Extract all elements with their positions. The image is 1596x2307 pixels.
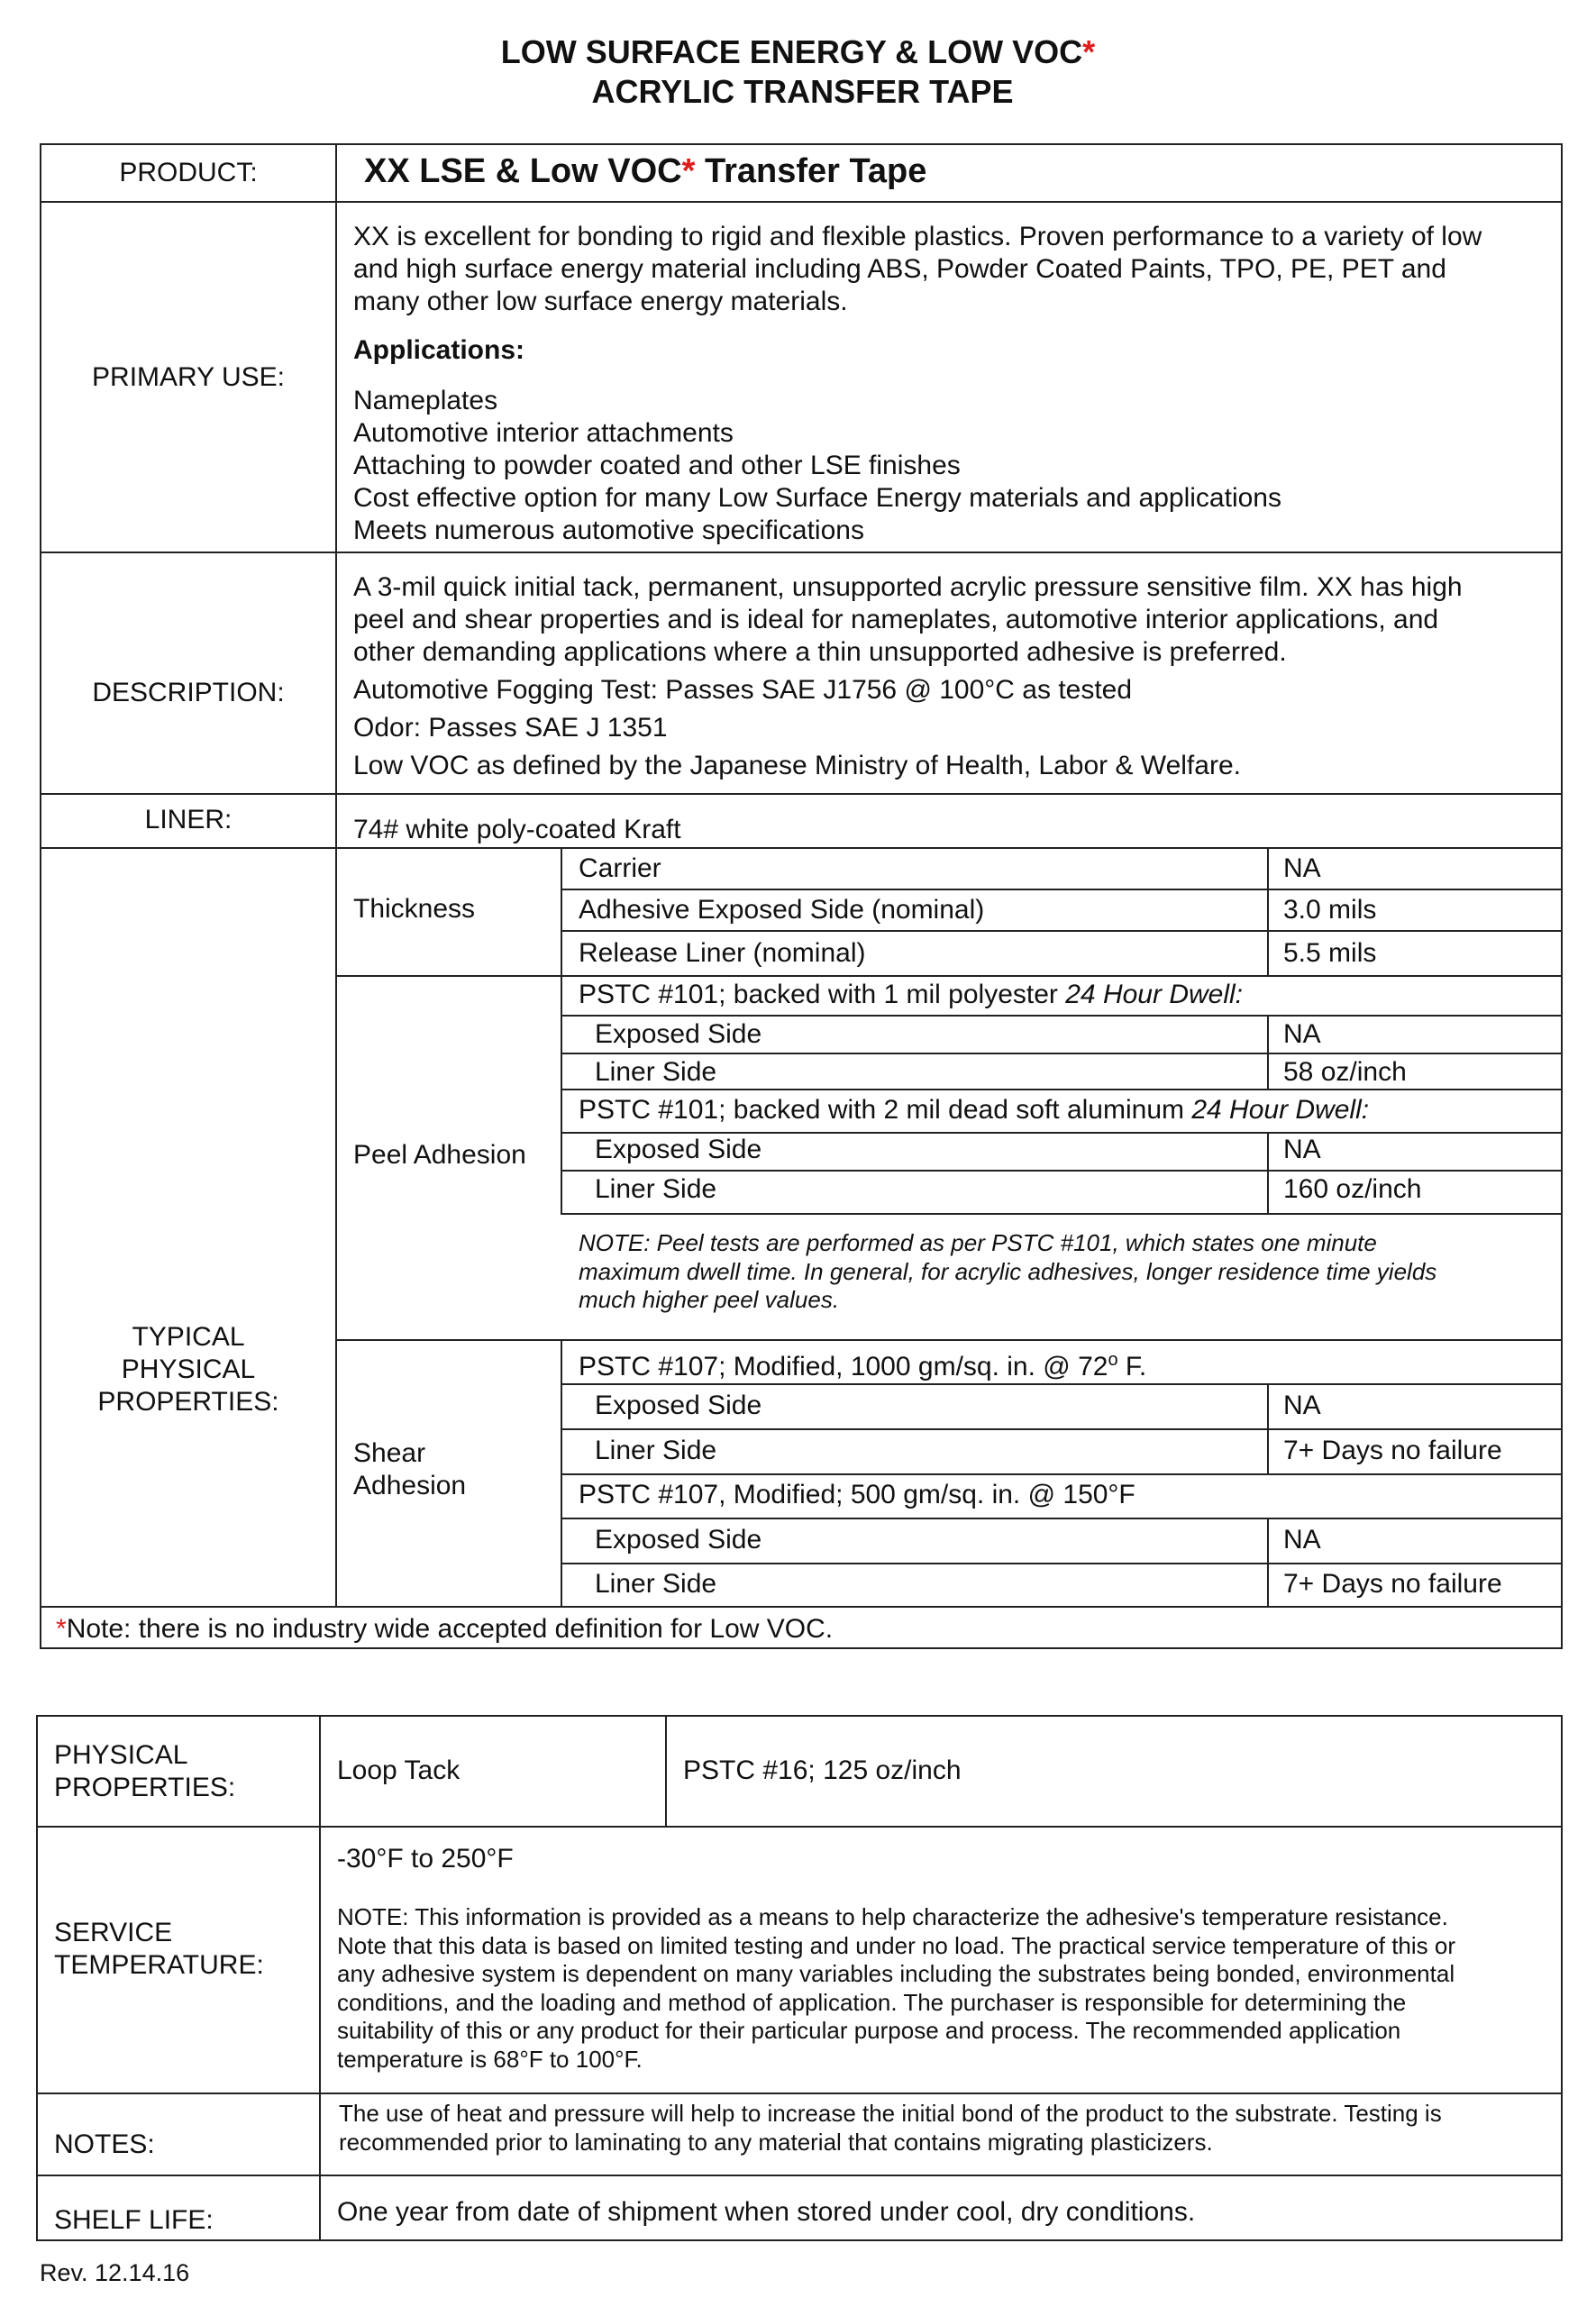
- peel-2-exposed-name: Exposed Side: [595, 1135, 762, 1164]
- peel-1-exposed-value: NA: [1283, 1019, 1321, 1049]
- shear-1-liner-name: Liner Side: [595, 1436, 717, 1465]
- thickness-adhesive-name: Adhesive Exposed Side (nominal): [579, 895, 985, 925]
- product-name-suffix: Transfer Tape: [695, 152, 927, 190]
- peel-2-exposed-value: NA: [1283, 1135, 1321, 1164]
- peel-1-liner-value: 58 oz/inch: [1283, 1057, 1407, 1087]
- title-asterisk: *: [1082, 33, 1096, 70]
- shear-2-exposed-name: Exposed Side: [595, 1525, 762, 1555]
- notes-label: NOTES:: [54, 2129, 155, 2159]
- description-label: DESCRIPTION:: [92, 678, 285, 707]
- description-body: [353, 571, 1552, 782]
- applications-heading: Applications:: [353, 335, 525, 365]
- shear-test-2-title: PSTC #107, Modified; 500 gm/sq. in. @ 150°F: [579, 1480, 1135, 1509]
- peel-adhesion-label: Peel Adhesion: [353, 1140, 526, 1170]
- liner-value: 74# white poly-coated Kraft: [353, 815, 681, 844]
- peel-2-liner-name: Liner Side: [595, 1174, 717, 1204]
- revision-label: Rev. 12.14.16: [40, 2259, 190, 2286]
- application-item: Attaching to powder coated and other LSE finishes: [353, 451, 961, 480]
- peel-note: NOTE: Peel tests are performed as per PSTC #101, which states one minute maximum dwell time. In general, for acrylic adhesives, longer residence time yields much higher peel values.: [579, 1229, 1437, 1313]
- thickness-label: Thickness: [353, 894, 476, 924]
- product-name-main: XX LSE & Low VOC: [364, 152, 682, 190]
- application-item: Cost effective option for many Low Surface Energy materials and applications: [353, 483, 1281, 513]
- thickness-carrier-value: NA: [1283, 853, 1321, 883]
- thickness-liner-name: Release Liner (nominal): [579, 938, 866, 968]
- description-line: peel and shear properties and is ideal for nameplates, automotive interior applications, and: [353, 605, 1439, 634]
- thickness-liner-value: 5.5 mils: [1283, 938, 1377, 968]
- shelf-life-label: SHELF LIFE:: [54, 2205, 214, 2235]
- typical-properties-label: TYPICAL PHYSICAL PROPERTIES:: [97, 1322, 279, 1417]
- thickness-adhesive-value: 3.0 mils: [1283, 895, 1377, 925]
- document-title: [0, 32, 1596, 112]
- peel-test-2-title: PSTC #101; backed with 2 mil dead soft aluminum 24 Hour Dwell:: [579, 1095, 1370, 1125]
- shear-2-liner-value: 7+ Days no failure: [1283, 1569, 1502, 1599]
- product-label: PRODUCT:: [119, 158, 258, 187]
- title-line-2: ACRYLIC TRANSFER TAPE: [591, 73, 1014, 110]
- loop-tack-label: Loop Tack: [337, 1755, 461, 1785]
- peel-1-exposed-name: Exposed Side: [595, 1019, 762, 1049]
- description-line: other demanding applications where a thin unsupported adhesive is preferred.: [353, 637, 1287, 667]
- peel-1-liner-name: Liner Side: [595, 1057, 717, 1087]
- title-line-1: LOW SURFACE ENERGY & LOW VOC: [500, 33, 1083, 70]
- shear-2-liner-name: Liner Side: [595, 1569, 717, 1599]
- shear-2-exposed-value: NA: [1283, 1525, 1321, 1555]
- product-name: [364, 151, 926, 191]
- fogging-test: Automotive Fogging Test: Passes SAE J1756 @ 100°C as tested: [353, 675, 1133, 705]
- odor-test: Odor: Passes SAE J 1351: [353, 713, 668, 743]
- shear-adhesion-label: Shear Adhesion: [353, 1438, 467, 1500]
- application-item: Nameplates: [353, 386, 498, 415]
- product-name-asterisk: *: [681, 152, 696, 190]
- shear-1-liner-value: 7+ Days no failure: [1283, 1436, 1502, 1465]
- service-temperature-label: SERVICE TEMPERATURE:: [54, 1918, 264, 1980]
- primary-use-line: XX is excellent for bonding to rigid and flexible plastics. Proven performance to a variety of low: [353, 222, 1482, 251]
- service-temperature-range: -30°F to 250°F: [337, 1844, 514, 1874]
- thickness-carrier-name: Carrier: [579, 853, 661, 883]
- primary-use-line: many other low surface energy materials.: [353, 287, 848, 316]
- peel-test-1-title: PSTC #101; backed with 1 mil polyester 24 Hour Dwell:: [579, 980, 1243, 1009]
- loop-tack-value: PSTC #16; 125 oz/inch: [683, 1755, 962, 1785]
- peel-2-liner-value: 160 oz/inch: [1283, 1174, 1422, 1204]
- primary-use-line: and high surface energy material including ABS, Powder Coated Paints, TPO, PE, PET and: [353, 254, 1446, 284]
- service-temperature-note: NOTE: This information is provided as a means to help characterize the adhesive's temperature resistance. Note that this data is based on limited testing and under no load. The practical service temperature of this or any adhesive system is dependent on many variables including the substrates being bonded, environmental conditions, and the loading and method of application. The purchaser is responsible for determining the suitability of this or any product for their particular purpose and process. The recommended application temperature is 68°F to 100°F.: [337, 1903, 1455, 2073]
- primary-use-label: PRIMARY USE:: [92, 362, 285, 392]
- application-item: Meets numerous automotive specifications: [353, 515, 864, 545]
- notes-text: The use of heat and pressure will help to increase the initial bond of the product to the substrate. Testing is recommended prior to laminating to any material that contains migrating plasticizers.: [339, 2100, 1442, 2156]
- shear-test-1-title: PSTC #107; Modified, 1000 gm/sq. in. @ 72$^o$ F.: [579, 1350, 1147, 1381]
- low-voc-definition: Low VOC as defined by the Japanese Ministry of Health, Labor & Welfare.: [353, 751, 1241, 780]
- shelf-life-value: One year from date of shipment when stored under cool, dry conditions.: [337, 2197, 1196, 2227]
- primary-use-body: [353, 221, 1552, 547]
- liner-label: LINER:: [144, 805, 233, 834]
- shear-1-exposed-name: Exposed Side: [595, 1391, 762, 1420]
- low-voc-footnote: *Note: there is no industry wide accepted definition for Low VOC.: [56, 1614, 834, 1644]
- description-line: A 3-mil quick initial tack, permanent, unsupported acrylic pressure sensitive film. XX has high: [353, 572, 1463, 602]
- physical-properties-label: PHYSICAL PROPERTIES:: [54, 1740, 236, 1802]
- application-item: Automotive interior attachments: [353, 418, 734, 448]
- shear-1-exposed-value: NA: [1283, 1391, 1321, 1420]
